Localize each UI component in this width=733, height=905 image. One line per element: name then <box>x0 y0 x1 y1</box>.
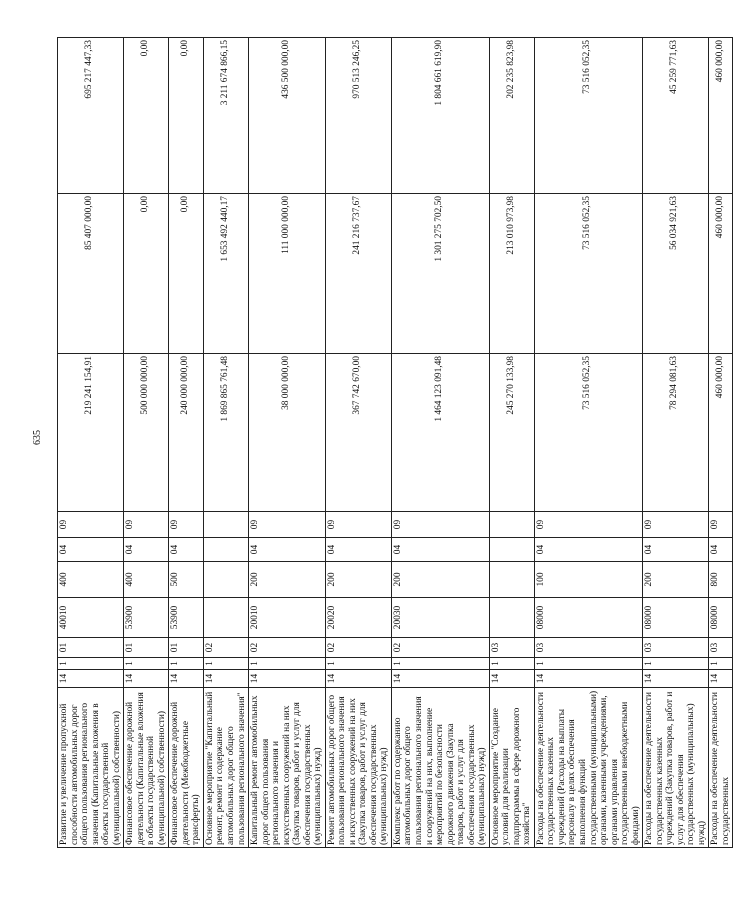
amount-3-cell: 436 500 000,00 <box>249 38 326 194</box>
code-4-cell: 20010 <box>249 598 326 638</box>
code-6-cell: 04 <box>643 538 709 562</box>
code-7-cell: 09 <box>391 512 489 538</box>
code-3-cell: 01 <box>124 638 169 658</box>
code-4-cell <box>203 598 248 638</box>
amount-3-cell: 970 513 246,25 <box>325 38 391 194</box>
amount-1-cell: 73 516 052,35 <box>534 354 642 512</box>
code-3-cell: 02 <box>203 638 248 658</box>
code-2-cell: 1 <box>709 658 733 670</box>
amount-1-cell: 78 294 081,63 <box>643 354 709 512</box>
code-3-cell: 01 <box>169 638 204 658</box>
code-3-cell: 02 <box>249 638 326 658</box>
code-5-cell: 400 <box>124 562 169 598</box>
code-1-cell: 14 <box>643 670 709 688</box>
code-6-cell: 04 <box>249 538 326 562</box>
row-name-cell: Ремонт автомобильных дорог общего пользования регионального значения и искусственных сооружений на них (Закупка товаров, работ и услуг для обеспечения государственных (муниципальных) нужд) <box>325 688 391 848</box>
amount-2-cell: 85 407 000,00 <box>58 194 124 354</box>
code-5-cell: 200 <box>643 562 709 598</box>
code-7-cell <box>203 512 248 538</box>
code-2-cell: 1 <box>534 658 642 670</box>
code-2-cell: 1 <box>124 658 169 670</box>
code-2-cell: 1 <box>249 658 326 670</box>
code-4-cell: 08000 <box>534 598 642 638</box>
code-3-cell: 01 <box>58 638 124 658</box>
amount-2-cell: 111 000 000,00 <box>249 194 326 354</box>
row-name-cell: Комплекс работ по содержанию автомобильных дорог общего пользования регионального значения и сооружений на них, выполнение мероприятий по безопасности дорожного движения (Закупка товаров, работ и услуг для обеспечения государственных (муниципальных) нужд) <box>391 688 489 848</box>
amount-2-cell: 460 000,00 <box>709 194 733 354</box>
table-row <box>58 38 124 848</box>
budget-table <box>57 37 733 848</box>
table-row <box>325 38 391 848</box>
amount-2-cell: 56 034 921,63 <box>643 194 709 354</box>
code-5-cell: 100 <box>534 562 642 598</box>
amount-1-cell: 1 464 123 091,48 <box>391 354 489 512</box>
code-3-cell: 02 <box>391 638 489 658</box>
code-2-cell: 1 <box>643 658 709 670</box>
amount-3-cell: 3 211 674 866,15 <box>203 38 248 194</box>
code-4-cell: 53900 <box>124 598 169 638</box>
code-3-cell: 02 <box>325 638 391 658</box>
table-row <box>709 38 733 848</box>
code-6-cell: 04 <box>325 538 391 562</box>
table-row <box>643 38 709 848</box>
code-6-cell: 04 <box>124 538 169 562</box>
amount-3-cell: 695 217 447,33 <box>58 38 124 194</box>
code-1-cell: 14 <box>489 670 534 688</box>
code-4-cell: 08000 <box>643 598 709 638</box>
code-3-cell: 03 <box>709 638 733 658</box>
code-7-cell: 09 <box>169 512 204 538</box>
code-4-cell: 20020 <box>325 598 391 638</box>
code-6-cell: 04 <box>169 538 204 562</box>
row-name-cell: Финансовое обеспечение дорожной деятельности (Межбюджетные трансферты) <box>169 688 204 848</box>
row-name-cell: Основное мероприятие "Капитальный ремонт, ремонт и содержание автомобильных дорог общего пользования регионального значения" <box>203 688 248 848</box>
row-name-cell: Развитие и увеличение пропускной способности автомобильных дорог общего пользования регионального значения (Капитальные вложения в объекты государственной (муниципальной) собственности) <box>58 688 124 848</box>
code-5-cell: 200 <box>325 562 391 598</box>
code-2-cell: 1 <box>58 658 124 670</box>
row-name-cell: Расходы на обеспечение деятельности государственных казенных учреждений (Расходы на выплаты персоналу в целях обеспечения выполнения функций государственными (муниципальными) органами, казенными учреждениями, органами управления государственными внебюджетными фондами) <box>534 688 642 848</box>
code-1-cell: 14 <box>534 670 642 688</box>
amount-3-cell: 73 516 052,35 <box>534 38 642 194</box>
budget-table-rotated <box>57 38 731 848</box>
amount-1-cell: 245 270 133,98 <box>489 354 534 512</box>
row-name-cell: Расходы на обеспечение деятельности государственных <box>709 688 733 848</box>
code-1-cell: 14 <box>249 670 326 688</box>
code-6-cell: 04 <box>534 538 642 562</box>
code-3-cell: 03 <box>643 638 709 658</box>
code-3-cell: 03 <box>534 638 642 658</box>
code-1-cell: 14 <box>391 670 489 688</box>
code-7-cell: 09 <box>534 512 642 538</box>
row-name-cell: Капитальный ремонт автомобильных дорог общего пользования регионального значения и искусственных сооружений на них (Закупка товаров, работ и услуг для обеспечения государственных (муниципальных) нужд) <box>249 688 326 848</box>
code-6-cell: 04 <box>58 538 124 562</box>
code-5-cell: 800 <box>709 562 733 598</box>
amount-1-cell: 1 869 865 761,48 <box>203 354 248 512</box>
code-1-cell: 14 <box>203 670 248 688</box>
code-2-cell: 1 <box>169 658 204 670</box>
table-row <box>249 38 326 848</box>
table-row <box>489 38 534 848</box>
table-row <box>534 38 642 848</box>
code-1-cell: 14 <box>169 670 204 688</box>
code-1-cell: 14 <box>58 670 124 688</box>
amount-3-cell: 45 259 771,63 <box>643 38 709 194</box>
code-6-cell: 04 <box>709 538 733 562</box>
table-row <box>203 38 248 848</box>
code-5-cell <box>489 562 534 598</box>
amount-3-cell: 460 000,00 <box>709 38 733 194</box>
code-4-cell: 08000 <box>709 598 733 638</box>
row-name-cell: Расходы на обеспечение деятельности государственных казенных учреждений (Закупка товаров, работ и услуг для обеспечения государственных (муниципальных) нужд) <box>643 688 709 848</box>
code-2-cell: 1 <box>203 658 248 670</box>
code-6-cell <box>489 538 534 562</box>
amount-2-cell: 241 216 737,67 <box>325 194 391 354</box>
code-7-cell: 09 <box>249 512 326 538</box>
code-7-cell: 09 <box>325 512 391 538</box>
code-2-cell: 1 <box>325 658 391 670</box>
code-4-cell <box>489 598 534 638</box>
amount-3-cell: 1 804 661 619,90 <box>391 38 489 194</box>
code-7-cell: 09 <box>643 512 709 538</box>
amount-3-cell: 0,00 <box>124 38 169 194</box>
code-4-cell: 53900 <box>169 598 204 638</box>
amount-3-cell: 202 235 823,98 <box>489 38 534 194</box>
code-5-cell <box>203 562 248 598</box>
table-row <box>124 38 169 848</box>
code-7-cell: 09 <box>58 512 124 538</box>
amount-2-cell: 1 301 275 702,50 <box>391 194 489 354</box>
code-1-cell: 14 <box>124 670 169 688</box>
code-6-cell: 04 <box>391 538 489 562</box>
code-4-cell: 20030 <box>391 598 489 638</box>
code-1-cell: 14 <box>325 670 391 688</box>
code-7-cell: 09 <box>709 512 733 538</box>
amount-2-cell: 1 653 492 440,17 <box>203 194 248 354</box>
code-5-cell: 200 <box>249 562 326 598</box>
code-5-cell: 400 <box>58 562 124 598</box>
amount-1-cell: 38 000 000,00 <box>249 354 326 512</box>
table-row <box>391 38 489 848</box>
amount-2-cell: 0,00 <box>124 194 169 354</box>
amount-2-cell: 0,00 <box>169 194 204 354</box>
code-4-cell: 40010 <box>58 598 124 638</box>
code-2-cell: 1 <box>489 658 534 670</box>
page-number: 635 <box>32 430 43 445</box>
amount-1-cell: 219 241 154,91 <box>58 354 124 512</box>
code-2-cell: 1 <box>391 658 489 670</box>
table-row <box>169 38 204 848</box>
code-1-cell: 14 <box>709 670 733 688</box>
amount-3-cell: 0,00 <box>169 38 204 194</box>
code-3-cell: 03 <box>489 638 534 658</box>
amount-2-cell: 213 010 973,98 <box>489 194 534 354</box>
code-7-cell: 09 <box>124 512 169 538</box>
row-name-cell: Основное мероприятие "Создание условий для реализации подпрограммы в сфере дорожного хозяйства" <box>489 688 534 848</box>
code-7-cell <box>489 512 534 538</box>
code-5-cell: 500 <box>169 562 204 598</box>
amount-2-cell: 73 516 052,35 <box>534 194 642 354</box>
row-name-cell: Финансовое обеспечение дорожной деятельности (Капитальные вложения в объекты государственной (муниципальной) собственности) <box>124 688 169 848</box>
code-5-cell: 200 <box>391 562 489 598</box>
amount-1-cell: 240 000 000,00 <box>169 354 204 512</box>
code-6-cell <box>203 538 248 562</box>
amount-1-cell: 460 000,00 <box>709 354 733 512</box>
amount-1-cell: 500 000 000,00 <box>124 354 169 512</box>
amount-1-cell: 367 742 670,00 <box>325 354 391 512</box>
